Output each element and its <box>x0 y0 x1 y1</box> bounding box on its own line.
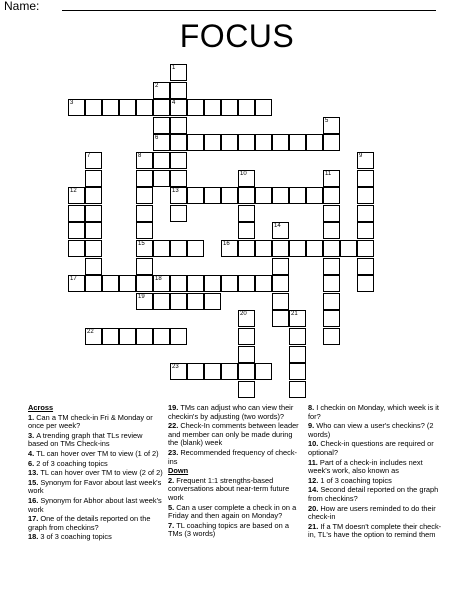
clue-number: 15 <box>138 241 145 247</box>
clue-number-label: 13. <box>28 468 41 478</box>
across-clue-list <box>28 414 164 542</box>
grid-cell[interactable] <box>272 258 289 275</box>
clues-column-1 <box>28 404 164 543</box>
grid-cell[interactable] <box>357 258 374 275</box>
grid-cell[interactable] <box>289 346 306 363</box>
grid-cell[interactable] <box>204 275 221 292</box>
clue-text: I checkin on Monday, which week is it for? <box>308 403 439 421</box>
grid-cell[interactable] <box>136 275 153 292</box>
grid-cell[interactable] <box>170 187 187 204</box>
grid-cell[interactable] <box>255 363 272 380</box>
grid-cell[interactable] <box>289 187 306 204</box>
clue <box>28 533 164 542</box>
grid-cell[interactable] <box>204 99 221 116</box>
grid-cell[interactable] <box>170 205 187 222</box>
grid-cell[interactable] <box>85 275 102 292</box>
grid-cell[interactable] <box>170 293 187 310</box>
grid-cell[interactable] <box>119 99 136 116</box>
clue-number-label: 17. <box>28 514 41 524</box>
clue <box>168 422 304 448</box>
grid-cell[interactable] <box>238 363 255 380</box>
grid-cell[interactable] <box>221 187 238 204</box>
across-heading: Across <box>28 403 54 412</box>
grid-cell[interactable] <box>221 240 238 257</box>
grid-cell[interactable] <box>221 363 238 380</box>
clue-number: 18 <box>155 276 162 283</box>
clue-number-label: 2. <box>168 475 177 485</box>
grid-cell[interactable] <box>136 152 153 169</box>
grid-cell[interactable] <box>323 240 340 257</box>
grid-cell[interactable] <box>238 99 255 116</box>
grid-cell[interactable] <box>85 99 102 116</box>
clue-number: 7 <box>87 153 91 159</box>
grid-cell[interactable] <box>272 310 289 327</box>
grid-cell[interactable] <box>289 381 306 398</box>
grid-cell[interactable] <box>238 381 255 398</box>
grid-cell[interactable] <box>136 187 153 204</box>
grid-cell[interactable] <box>187 134 204 151</box>
grid-cell[interactable] <box>255 240 272 257</box>
clue-number-label: 1. <box>28 412 37 422</box>
clue-text: Who can view a user's checkins? (2 words) <box>308 421 434 439</box>
clue-number-label: 19. <box>168 403 181 412</box>
clue-text: A trending graph that TLs review based on TMs Check-ins <box>28 430 143 449</box>
clues-section <box>28 404 448 609</box>
clue-number-label: 6. <box>28 458 37 468</box>
across-clue-list-continued <box>168 404 304 466</box>
name-label: Name: <box>4 0 40 13</box>
clue <box>168 522 304 539</box>
grid-cell[interactable] <box>170 117 187 134</box>
clue-number-label: 22. <box>168 421 181 431</box>
grid-cell[interactable] <box>153 170 170 187</box>
clues-column-3 <box>308 404 444 541</box>
clue-number-label: 10. <box>308 439 321 449</box>
down-clue-list-continued <box>308 404 444 540</box>
grid-cell[interactable] <box>272 187 289 204</box>
clue-text: 3 of 3 coaching topics <box>40 532 112 542</box>
clue-number: 8 <box>138 153 142 159</box>
clue-number-label: 12. <box>308 475 321 485</box>
down-heading: Down <box>168 466 189 476</box>
grid-cell[interactable] <box>221 134 238 151</box>
clue-text: TL coaching topics are based on a TMs (3 words) <box>168 520 289 539</box>
grid-cell[interactable] <box>238 310 255 327</box>
grid-cell[interactable] <box>306 134 323 151</box>
grid-cell[interactable] <box>306 187 323 204</box>
grid-cell[interactable] <box>323 170 340 187</box>
grid-cell[interactable] <box>136 205 153 222</box>
clue-number: 6 <box>155 135 159 142</box>
clue-number: 9 <box>359 153 363 159</box>
grid-cell[interactable] <box>68 240 85 257</box>
grid-cell[interactable] <box>187 275 204 292</box>
clue-text: Can a TM check-in Fri & Monday or once per week? <box>28 412 153 431</box>
clue <box>308 404 444 421</box>
grid-cell[interactable] <box>238 275 255 292</box>
grid-cell[interactable] <box>119 328 136 345</box>
grid-cell[interactable] <box>357 187 374 204</box>
grid-cell[interactable] <box>255 99 272 116</box>
clue-text: Part of a check-in includes next week's work, also known as <box>308 457 423 476</box>
grid-cell[interactable] <box>238 222 255 239</box>
clue-number-label: 16. <box>28 495 41 505</box>
clue-number-label: 11. <box>308 457 320 467</box>
grid-cell[interactable] <box>323 310 340 327</box>
grid-cell[interactable] <box>323 275 340 292</box>
grid-cell[interactable] <box>119 275 136 292</box>
grid-cell[interactable] <box>68 99 85 116</box>
grid-cell[interactable] <box>255 134 272 151</box>
grid-cell[interactable] <box>255 187 272 204</box>
grid-cell[interactable] <box>238 134 255 151</box>
grid-cell[interactable] <box>323 205 340 222</box>
grid-cell[interactable] <box>136 170 153 187</box>
clue-text: Synonym for Abhor about last week's work <box>28 495 162 514</box>
grid-cell[interactable] <box>238 205 255 222</box>
clue-number-label: 23. <box>168 447 181 457</box>
clue <box>308 477 444 486</box>
grid-cell[interactable] <box>85 187 102 204</box>
grid-cell[interactable] <box>340 240 357 257</box>
grid-cell[interactable] <box>170 240 187 257</box>
clue-number: 13 <box>172 188 179 195</box>
clue-number-label: 3. <box>28 430 37 440</box>
grid-cell[interactable] <box>85 328 102 345</box>
clue-number-label: 5. <box>168 502 177 512</box>
clue <box>28 414 164 431</box>
clue-number-label: 18. <box>28 532 41 542</box>
grid-cell[interactable] <box>323 328 340 345</box>
clue <box>168 477 304 503</box>
grid-cell[interactable] <box>323 222 340 239</box>
grid-cell[interactable] <box>272 293 289 310</box>
grid-cell[interactable] <box>170 99 187 116</box>
grid-cell[interactable] <box>136 240 153 257</box>
grid-cell[interactable] <box>170 275 187 292</box>
grid-cell[interactable] <box>187 187 204 204</box>
grid-cell[interactable] <box>170 170 187 187</box>
grid-cell[interactable] <box>170 64 187 81</box>
grid-cell[interactable] <box>187 99 204 116</box>
clue-number-label: 15. <box>28 477 41 487</box>
clue-text: 2 of 3 coaching topics <box>36 458 108 468</box>
grid-cell[interactable] <box>170 363 187 380</box>
grid-cell[interactable] <box>238 328 255 345</box>
grid-cell[interactable] <box>272 134 289 151</box>
clue-number: 4 <box>172 100 176 107</box>
grid-cell[interactable] <box>204 187 221 204</box>
clue-text: TL can hover over TM to view (2 of 2) <box>40 468 163 478</box>
grid-cell[interactable] <box>153 134 170 151</box>
grid-cell[interactable] <box>153 82 170 99</box>
grid-cell[interactable] <box>170 134 187 151</box>
grid-cell[interactable] <box>136 222 153 239</box>
grid-cell[interactable] <box>85 205 102 222</box>
clue-number: 23 <box>172 364 179 371</box>
clue-number: 11 <box>325 170 332 177</box>
clue <box>28 450 164 459</box>
grid-cell[interactable] <box>170 82 187 99</box>
clue-text: Frequent 1:1 strengths-based conversations about near-term future work <box>168 475 290 502</box>
clue-text: TL can hover over TM to view (1 of 2) <box>36 448 159 458</box>
clue-number: 5 <box>325 117 329 124</box>
clue <box>28 432 164 449</box>
grid-cell[interactable] <box>204 134 221 151</box>
grid-cell[interactable] <box>136 99 153 116</box>
grid-cell[interactable] <box>323 117 340 134</box>
clue-number-label: 21. <box>308 521 321 531</box>
grid-cell[interactable] <box>68 222 85 239</box>
grid-cell[interactable] <box>85 258 102 275</box>
grid-cell[interactable] <box>204 363 221 380</box>
clue-number: 10 <box>240 170 247 177</box>
grid-cell[interactable] <box>153 152 170 169</box>
grid-cell[interactable] <box>272 240 289 257</box>
grid-cell[interactable] <box>153 275 170 292</box>
grid-cell[interactable] <box>306 240 323 257</box>
grid-cell[interactable] <box>102 275 119 292</box>
clue-text: Synonym for Favor about last week's work <box>28 477 162 496</box>
clue <box>308 422 444 439</box>
grid-cell[interactable] <box>289 363 306 380</box>
clue <box>308 505 444 522</box>
clue <box>28 469 164 478</box>
clue <box>28 479 164 496</box>
grid-cell[interactable] <box>204 293 221 310</box>
clue-number-label: 14. <box>308 485 321 495</box>
grid-cell[interactable] <box>187 293 204 310</box>
clue-number: 16 <box>223 241 230 247</box>
clue-number: 1 <box>172 65 176 71</box>
grid-cell[interactable] <box>136 258 153 275</box>
grid-cell[interactable] <box>357 240 374 257</box>
clue-text: Second detail reported on the graph from checkins? <box>308 485 439 503</box>
grid-cell[interactable] <box>68 187 85 204</box>
grid-cell[interactable] <box>68 275 85 292</box>
clue-number-label: 4. <box>28 448 37 458</box>
clue-number-label: 9. <box>308 421 317 431</box>
down-clue-list <box>168 477 304 539</box>
clue <box>168 449 304 466</box>
grid-cell[interactable] <box>357 205 374 222</box>
grid-cell[interactable] <box>323 187 340 204</box>
grid-cell[interactable] <box>170 152 187 169</box>
grid-cell[interactable] <box>357 222 374 239</box>
grid-cell[interactable] <box>289 328 306 345</box>
grid-cell[interactable] <box>221 99 238 116</box>
clue-number: 3 <box>70 100 74 107</box>
clue-text: How are users reminded to do their check-in <box>308 503 436 522</box>
grid-cell[interactable] <box>357 275 374 292</box>
clue <box>168 504 304 521</box>
puzzle-title: FOCUS <box>179 18 295 54</box>
clue-text: If a TM doesn't complete their check-in, TL's have the option to remind them <box>308 521 442 540</box>
clue <box>28 497 164 514</box>
grid-cell[interactable] <box>153 293 170 310</box>
grid-cell[interactable] <box>153 117 170 134</box>
grid-cell[interactable] <box>187 363 204 380</box>
clue <box>308 523 444 540</box>
grid-cell[interactable] <box>153 328 170 345</box>
grid-cell[interactable] <box>238 240 255 257</box>
grid-cell[interactable] <box>272 222 289 239</box>
clue-text: 1 of 3 coaching topics <box>320 475 392 485</box>
clue-number: 21 <box>291 311 298 318</box>
clue <box>168 404 304 421</box>
grid-cell[interactable] <box>85 222 102 239</box>
clue-text: TMs can adjust who can view their checkin's by adjusting (two words)? <box>168 403 294 421</box>
grid-cell[interactable] <box>289 310 306 327</box>
clue-number-label: 7. <box>168 520 177 530</box>
grid-cell[interactable] <box>357 152 374 169</box>
clue-number: 20 <box>240 311 247 318</box>
clue-number: 12 <box>70 188 77 195</box>
grid-cell[interactable] <box>85 170 102 187</box>
grid-cell[interactable] <box>102 328 119 345</box>
grid-cell[interactable] <box>238 170 255 187</box>
clue-text: Check-In comments between leader and member can only be made during the (blank) week <box>168 421 299 448</box>
grid-cell[interactable] <box>153 99 170 116</box>
grid-cell[interactable] <box>136 328 153 345</box>
grid-cell[interactable] <box>187 240 204 257</box>
grid-cell[interactable] <box>170 328 187 345</box>
clue-number-label: 8. <box>308 403 317 412</box>
grid-cell[interactable] <box>357 170 374 187</box>
clue-text: Can a user complete a check in on a Friday and then again on Monday? <box>168 502 297 521</box>
grid-cell[interactable] <box>85 152 102 169</box>
grid-cell[interactable] <box>238 346 255 363</box>
clue <box>28 460 164 469</box>
grid-cell[interactable] <box>221 275 238 292</box>
clue-number: 17 <box>70 276 77 283</box>
clue <box>308 459 444 476</box>
grid-cell[interactable] <box>323 258 340 275</box>
grid-cell[interactable] <box>289 240 306 257</box>
clue-number: 22 <box>87 329 94 335</box>
clue <box>308 486 444 503</box>
grid-cell[interactable] <box>238 187 255 204</box>
grid-cell[interactable] <box>272 275 289 292</box>
grid-cell[interactable] <box>136 293 153 310</box>
grid-cell[interactable] <box>102 99 119 116</box>
grid-cell[interactable] <box>255 275 272 292</box>
clue-number: 19 <box>138 293 145 300</box>
grid-cell[interactable] <box>153 240 170 257</box>
clue-text: Recommended frequency of check-ins <box>168 447 297 466</box>
grid-cell[interactable] <box>68 205 85 222</box>
clue-text: One of the details reported on the graph from checkins? <box>28 514 151 532</box>
grid-cell[interactable] <box>289 134 306 151</box>
clue <box>28 515 164 532</box>
clues-column-2 <box>168 404 304 540</box>
clue-text: Check-in questions are required or optional? <box>308 439 434 457</box>
clue-number: 14 <box>274 223 281 230</box>
grid-cell[interactable] <box>323 134 340 151</box>
grid-cell[interactable] <box>85 240 102 257</box>
clue <box>308 440 444 457</box>
clue-number-label: 20. <box>308 503 321 513</box>
grid-cell[interactable] <box>323 293 340 310</box>
clue-number: 2 <box>155 82 159 89</box>
